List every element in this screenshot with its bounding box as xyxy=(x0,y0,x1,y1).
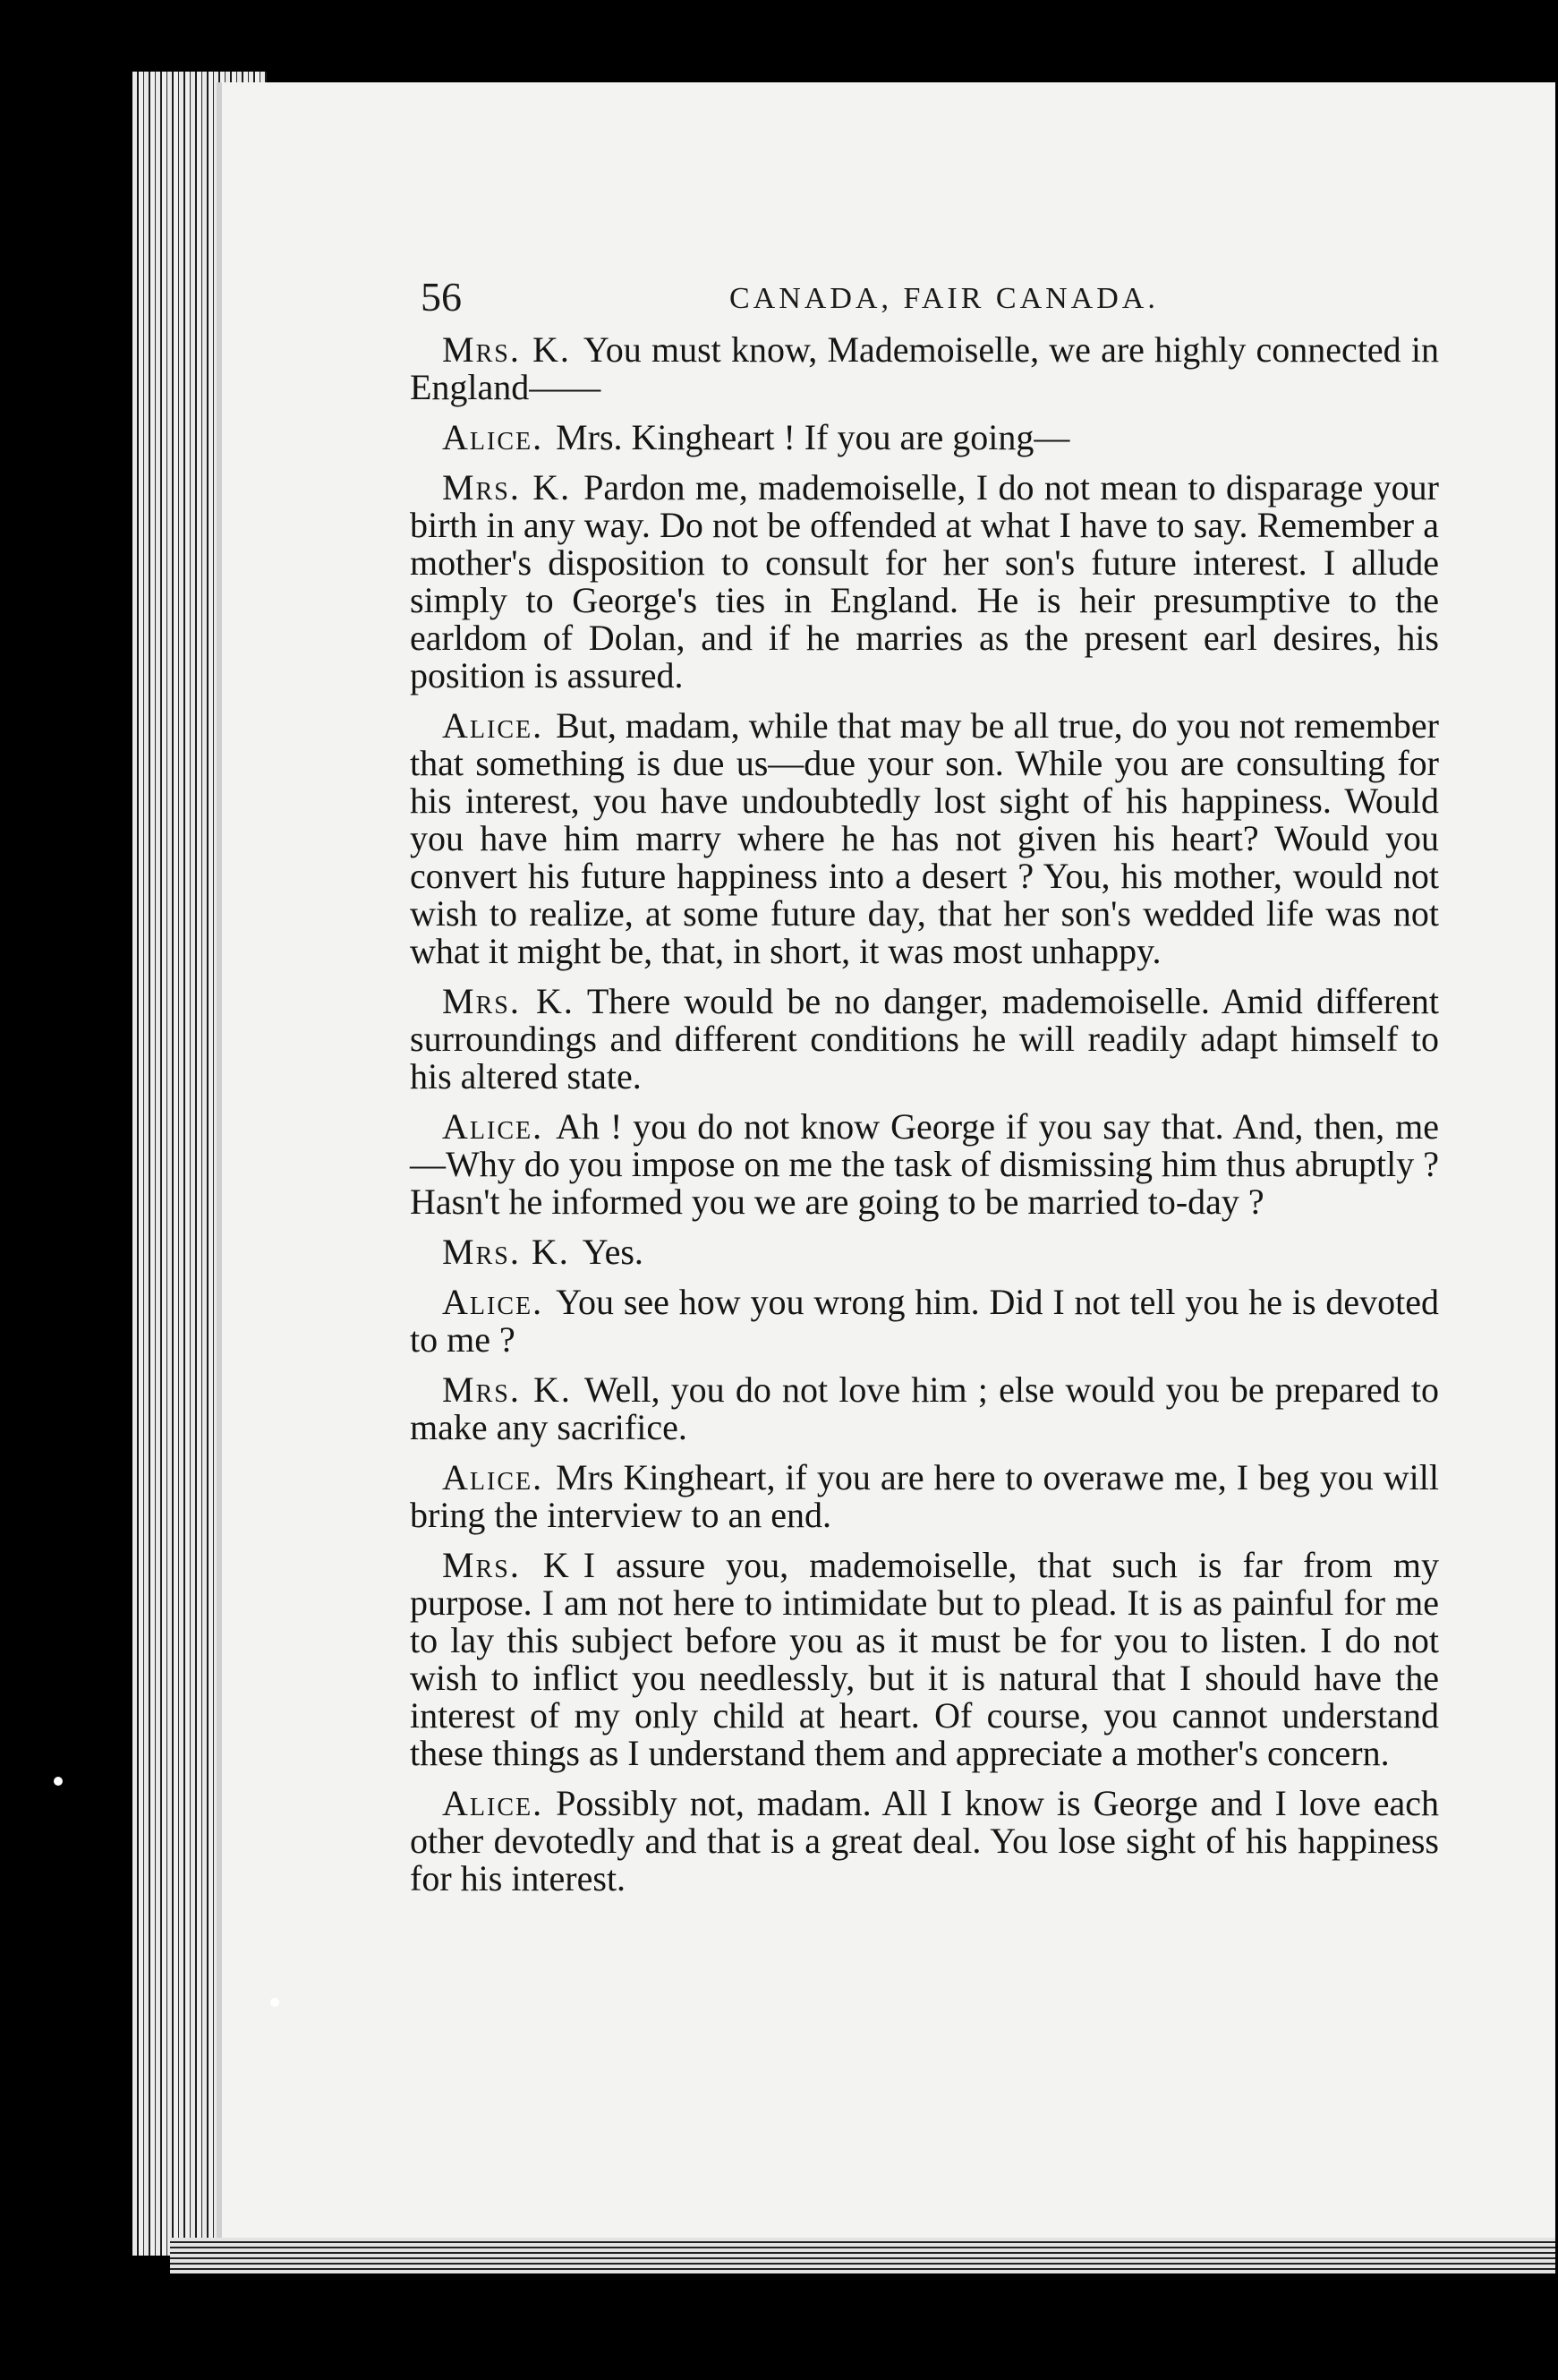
dialogue-line xyxy=(410,1371,1439,1446)
speaker-name: Mrs. K. xyxy=(442,1232,570,1272)
speaker-name: Mrs. K. xyxy=(442,1369,572,1410)
speaker-name: Alice. xyxy=(442,1457,544,1497)
page-number: 56 xyxy=(421,274,462,320)
dialogue-line xyxy=(410,1108,1439,1221)
speaker-name: Alice. xyxy=(442,417,544,457)
speaker-name: Alice. xyxy=(442,705,544,746)
dialogue-line xyxy=(410,707,1439,970)
line-text: Mrs. Kingheart ! If you are going— xyxy=(556,417,1070,457)
scan-speck xyxy=(270,1998,279,2007)
line-text: Pardon me, mademoiselle, I do not mean to disparage your birth in any way. Do not be offended at what I have to say. Remember a mother's disposition to consult for her son's future interest. I allude simply to George's ties in England. He is heir presumptive to the earldom of Dolan, and if he marries as the present earl desires, his position is assured. xyxy=(410,467,1439,695)
line-text: Possibly not, madam. All I know is George and I love each other devotedly and that is a great deal. You lose sight of his happiness for his interest. xyxy=(410,1783,1439,1898)
dialogue-line xyxy=(410,331,1439,406)
line-text: Yes. xyxy=(582,1232,643,1272)
speaker-name: Mrs. K. xyxy=(442,981,575,1021)
dialogue-line xyxy=(410,1284,1439,1359)
line-text: Well, you do not love him ; else would you be prepared to make any sacrifice. xyxy=(410,1369,1440,1447)
line-text: But, madam, while that may be all true, do you not remember that something is due us—due your son. While you are consulting for his interest, you have undoubtedly lost sight of his happiness. Would you have him marry where he has not given his heart? Would you convert his future happiness into a desert ? You, his mother, would not wish to realize, at some future day, that her son's wedded life was not what it might be, that, in short, it was most unhappy. xyxy=(410,705,1439,971)
speaker-name: Alice. xyxy=(442,1106,544,1147)
line-text: There would be no danger, mademoiselle. Amid different surroundings and different conditions he will readily adapt himself to his altered state. xyxy=(410,981,1439,1096)
dialogue-line xyxy=(410,1785,1439,1898)
dialogue-line xyxy=(410,983,1439,1096)
dialogue-line xyxy=(410,419,1439,456)
line-text: You see how you wrong him. Did I not tell you he is devoted to me ? xyxy=(410,1282,1439,1360)
line-text: I assure you, mademoiselle, that such is far from my purpose. I am not here to intimidate but to plead. It is as painful for me to lay this subject before you as it must be for you to listen. I do not wish to inflict you needlessly, but it is natural that I should have the interest of my only child at heart. Of course, you cannot understand these things as I understand them and appreciate a mother's concern. xyxy=(410,1545,1439,1773)
line-text: Ah ! you do not know George if you say that. And, then, me—Why do you impose on me the task of dismissing him thus abruptly ? Hasn't he informed you we are going to be married to-day ? xyxy=(410,1106,1439,1222)
line-text: Mrs Kingheart, if you are here to overawe me, I beg you will bring the interview to an end. xyxy=(410,1457,1439,1535)
running-title: CANADA, FAIR CANADA. xyxy=(729,282,1159,315)
line-text: You must know, Mademoiselle, we are highly connected in England—— xyxy=(410,329,1439,407)
dialogue-text xyxy=(410,331,1439,1910)
page-bottom-edges xyxy=(170,2238,1555,2273)
speaker-name: Mrs. K. xyxy=(442,329,571,370)
speaker-name: Mrs. K xyxy=(442,1545,571,1585)
dialogue-line xyxy=(410,1547,1439,1772)
speaker-name: Mrs. K. xyxy=(442,467,572,508)
speaker-name: Alice. xyxy=(442,1783,544,1823)
page-header xyxy=(421,273,1450,327)
dialogue-line xyxy=(410,469,1439,695)
scan-speck xyxy=(54,1777,63,1786)
speaker-name: Alice. xyxy=(442,1282,544,1322)
dialogue-line xyxy=(410,1459,1439,1534)
dialogue-line xyxy=(410,1233,1439,1271)
